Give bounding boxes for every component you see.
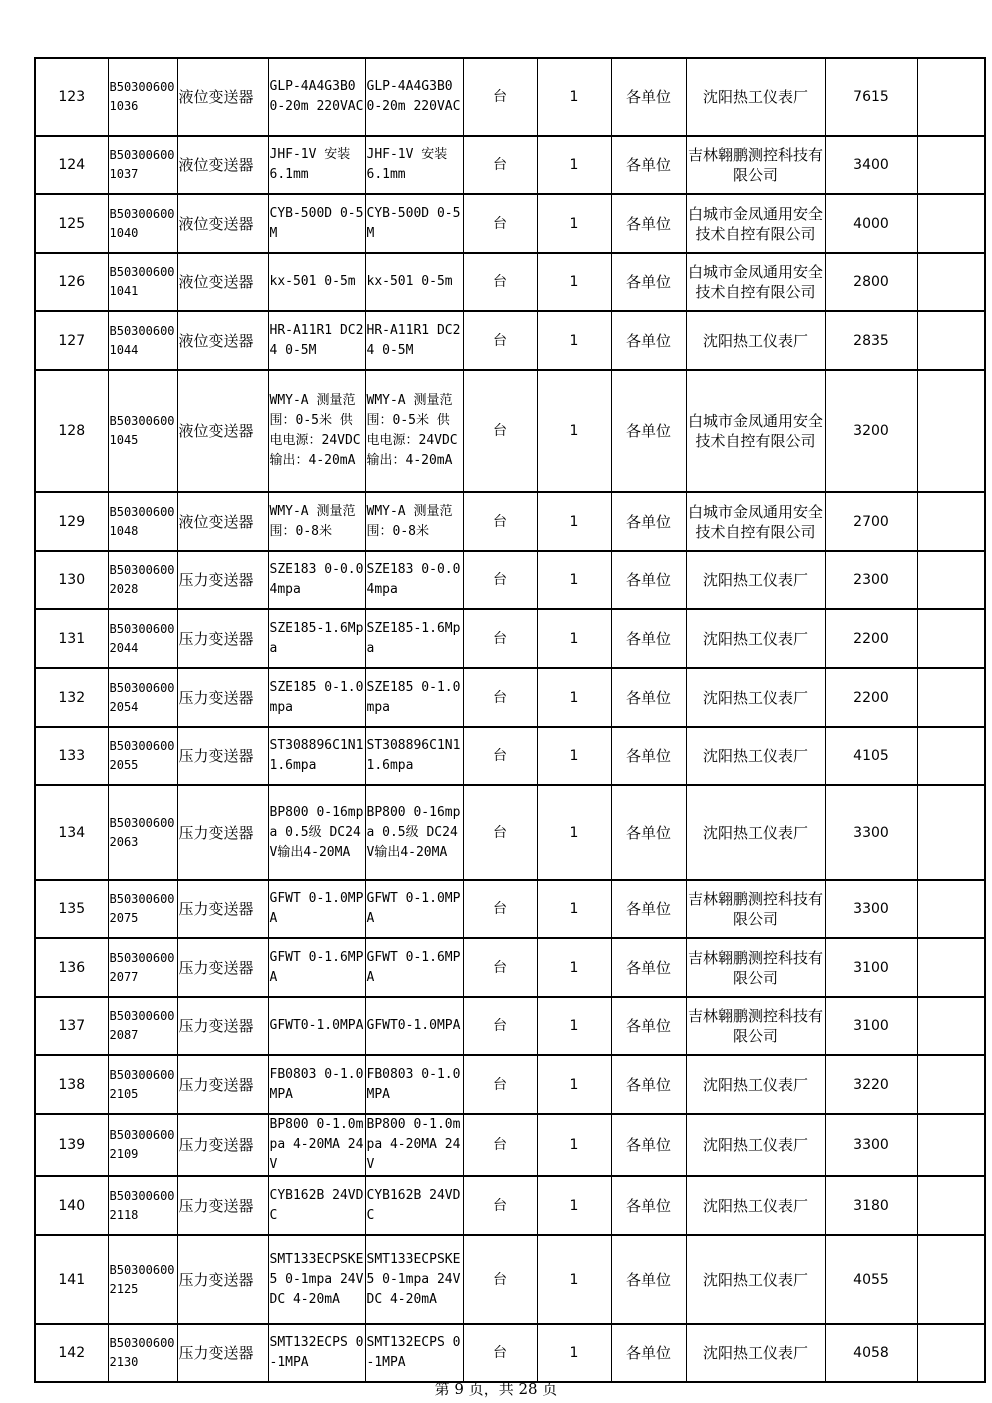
row-index: 133 <box>35 727 108 785</box>
item-model: GFWT0-1.0MPA <box>365 997 463 1055</box>
item-code: B503006001044 <box>108 311 177 370</box>
item-name: 液位变送器 <box>177 136 268 194</box>
table-row <box>35 1324 985 1382</box>
item-unit: 台 <box>463 253 537 311</box>
item-quantity: 1 <box>537 1324 611 1382</box>
item-spec: SZE185-1.6Mpa <box>268 609 365 668</box>
item-manufacturer: 沈阳热工仪表厂 <box>686 609 825 668</box>
item-spec: WMY-A 测量范围：0-5米 供电电源：24VDC 输出：4-20mA <box>268 370 365 492</box>
item-manufacturer: 白城市金凤通用安全技术自控有限公司 <box>686 194 825 253</box>
item-model: JHF-1V 安装6.1mm <box>365 136 463 194</box>
item-quantity: 1 <box>537 253 611 311</box>
item-manufacturer: 白城市金凤通用安全技术自控有限公司 <box>686 253 825 311</box>
table-row <box>35 668 985 727</box>
item-quantity: 1 <box>537 370 611 492</box>
item-department: 各单位 <box>611 668 686 727</box>
item-manufacturer: 沈阳热工仪表厂 <box>686 785 825 880</box>
item-name: 压力变送器 <box>177 1114 268 1176</box>
item-note <box>917 1114 985 1176</box>
row-index: 135 <box>35 880 108 938</box>
item-spec: GLP-4A4G3B0 0-20m 220VAC <box>268 58 365 136</box>
row-index: 137 <box>35 997 108 1055</box>
item-spec: FB0803 0-1.0MPA <box>268 1055 365 1114</box>
row-index: 132 <box>35 668 108 727</box>
item-spec: SMT132ECPS 0-1MPA <box>268 1324 365 1382</box>
item-code: B503006002055 <box>108 727 177 785</box>
item-price: 4055 <box>825 1235 917 1324</box>
item-department: 各单位 <box>611 1324 686 1382</box>
item-code: B503006001048 <box>108 492 177 551</box>
item-unit: 台 <box>463 311 537 370</box>
item-note <box>917 727 985 785</box>
item-name: 压力变送器 <box>177 938 268 997</box>
item-unit: 台 <box>463 1055 537 1114</box>
item-unit: 台 <box>463 58 537 136</box>
item-unit: 台 <box>463 938 537 997</box>
item-model: BP800 0-16mpa 0.5级 DC24V输出4-20MA <box>365 785 463 880</box>
row-index: 128 <box>35 370 108 492</box>
item-code: B503006001037 <box>108 136 177 194</box>
inventory-table <box>34 57 986 1383</box>
item-model: WMY-A 测量范围：0-8米 <box>365 492 463 551</box>
item-price: 3100 <box>825 997 917 1055</box>
item-price: 3400 <box>825 136 917 194</box>
row-index: 125 <box>35 194 108 253</box>
item-note <box>917 253 985 311</box>
row-index: 130 <box>35 551 108 609</box>
item-spec: HR-A11R1 DC24 0-5M <box>268 311 365 370</box>
item-model: BP800 0-1.0mpa 4-20MA 24V <box>365 1114 463 1176</box>
item-manufacturer: 白城市金凤通用安全技术自控有限公司 <box>686 370 825 492</box>
table-row <box>35 253 985 311</box>
item-price: 3300 <box>825 1114 917 1176</box>
row-index: 140 <box>35 1176 108 1235</box>
row-index: 139 <box>35 1114 108 1176</box>
item-quantity: 1 <box>537 880 611 938</box>
item-name: 压力变送器 <box>177 785 268 880</box>
item-unit: 台 <box>463 785 537 880</box>
table-row <box>35 997 985 1055</box>
item-unit: 台 <box>463 1235 537 1324</box>
item-note <box>917 880 985 938</box>
item-name: 压力变送器 <box>177 551 268 609</box>
item-quantity: 1 <box>537 194 611 253</box>
item-code: B503006001036 <box>108 58 177 136</box>
item-note <box>917 785 985 880</box>
item-name: 压力变送器 <box>177 727 268 785</box>
table-row <box>35 311 985 370</box>
table-row <box>35 58 985 136</box>
item-model: SMT132ECPS 0-1MPA <box>365 1324 463 1382</box>
item-note <box>917 58 985 136</box>
item-manufacturer: 沈阳热工仪表厂 <box>686 727 825 785</box>
item-code: B503006002077 <box>108 938 177 997</box>
item-code: B503006002105 <box>108 1055 177 1114</box>
table-row <box>35 1114 985 1176</box>
item-code: B503006001045 <box>108 370 177 492</box>
item-note <box>917 1055 985 1114</box>
item-note <box>917 1324 985 1382</box>
item-unit: 台 <box>463 880 537 938</box>
item-code: B503006002063 <box>108 785 177 880</box>
table-row <box>35 1235 985 1324</box>
item-code: B503006002125 <box>108 1235 177 1324</box>
item-quantity: 1 <box>537 1114 611 1176</box>
item-unit: 台 <box>463 727 537 785</box>
item-department: 各单位 <box>611 370 686 492</box>
item-code: B503006002118 <box>108 1176 177 1235</box>
item-department: 各单位 <box>611 880 686 938</box>
table-row <box>35 609 985 668</box>
item-price: 2835 <box>825 311 917 370</box>
item-manufacturer: 沈阳热工仪表厂 <box>686 311 825 370</box>
item-name: 液位变送器 <box>177 311 268 370</box>
item-code: B503006002044 <box>108 609 177 668</box>
item-model: GLP-4A4G3B0 0-20m 220VAC <box>365 58 463 136</box>
table-row <box>35 785 985 880</box>
item-name: 液位变送器 <box>177 58 268 136</box>
item-department: 各单位 <box>611 58 686 136</box>
item-code: B503006002075 <box>108 880 177 938</box>
item-quantity: 1 <box>537 1055 611 1114</box>
item-quantity: 1 <box>537 58 611 136</box>
item-department: 各单位 <box>611 492 686 551</box>
item-unit: 台 <box>463 609 537 668</box>
table-row <box>35 880 985 938</box>
item-department: 各单位 <box>611 1176 686 1235</box>
item-department: 各单位 <box>611 1055 686 1114</box>
item-note <box>917 609 985 668</box>
item-name: 压力变送器 <box>177 609 268 668</box>
item-manufacturer: 沈阳热工仪表厂 <box>686 551 825 609</box>
item-unit: 台 <box>463 997 537 1055</box>
item-quantity: 1 <box>537 727 611 785</box>
table-row <box>35 136 985 194</box>
item-note <box>917 668 985 727</box>
item-name: 压力变送器 <box>177 1235 268 1324</box>
item-model: SZE185-1.6Mpa <box>365 609 463 668</box>
item-spec: BP800 0-1.0mpa 4-20MA 24V <box>268 1114 365 1176</box>
item-quantity: 1 <box>537 1235 611 1324</box>
row-index: 131 <box>35 609 108 668</box>
item-quantity: 1 <box>537 785 611 880</box>
item-model: FB0803 0-1.0MPA <box>365 1055 463 1114</box>
item-model: SZE183 0-0.04mpa <box>365 551 463 609</box>
item-price: 2200 <box>825 609 917 668</box>
item-code: B503006002087 <box>108 997 177 1055</box>
item-spec: CYB-500D 0-5M <box>268 194 365 253</box>
item-manufacturer: 吉林翱鹏测控科技有限公司 <box>686 997 825 1055</box>
item-unit: 台 <box>463 668 537 727</box>
item-price: 3300 <box>825 785 917 880</box>
item-unit: 台 <box>463 492 537 551</box>
table-row <box>35 551 985 609</box>
item-spec: SZE183 0-0.04mpa <box>268 551 365 609</box>
item-manufacturer: 沈阳热工仪表厂 <box>686 1235 825 1324</box>
item-quantity: 1 <box>537 551 611 609</box>
row-index: 127 <box>35 311 108 370</box>
item-model: HR-A11R1 DC24 0-5M <box>365 311 463 370</box>
item-name: 液位变送器 <box>177 194 268 253</box>
item-department: 各单位 <box>611 785 686 880</box>
item-note <box>917 1235 985 1324</box>
item-note <box>917 1176 985 1235</box>
item-spec: ST308896C1N1 1.6mpa <box>268 727 365 785</box>
item-price: 3180 <box>825 1176 917 1235</box>
item-manufacturer: 白城市金凤通用安全技术自控有限公司 <box>686 492 825 551</box>
item-unit: 台 <box>463 551 537 609</box>
item-unit: 台 <box>463 194 537 253</box>
item-note <box>917 997 985 1055</box>
item-price: 3300 <box>825 880 917 938</box>
table-row <box>35 1055 985 1114</box>
row-index: 123 <box>35 58 108 136</box>
item-price: 7615 <box>825 58 917 136</box>
page-footer: 第 9 页，共 28 页 <box>434 1380 558 1398</box>
item-note <box>917 370 985 492</box>
item-code: B503006001040 <box>108 194 177 253</box>
row-index: 138 <box>35 1055 108 1114</box>
item-note <box>917 938 985 997</box>
item-name: 压力变送器 <box>177 1176 268 1235</box>
row-index: 129 <box>35 492 108 551</box>
item-name: 压力变送器 <box>177 1324 268 1382</box>
item-model: CYB-500D 0-5M <box>365 194 463 253</box>
item-price: 4000 <box>825 194 917 253</box>
item-manufacturer: 吉林翱鹏测控科技有限公司 <box>686 880 825 938</box>
item-price: 4105 <box>825 727 917 785</box>
item-manufacturer: 沈阳热工仪表厂 <box>686 1324 825 1382</box>
item-name: 液位变送器 <box>177 370 268 492</box>
table-row <box>35 727 985 785</box>
table-row <box>35 370 985 492</box>
item-quantity: 1 <box>537 492 611 551</box>
item-code: B503006002130 <box>108 1324 177 1382</box>
item-department: 各单位 <box>611 938 686 997</box>
item-spec: BP800 0-16mpa 0.5级 DC24V输出4-20MA <box>268 785 365 880</box>
item-model: SMT133ECPSKE5 0-1mpa 24VDC 4-20mA <box>365 1235 463 1324</box>
item-note <box>917 136 985 194</box>
table-row <box>35 938 985 997</box>
item-model: kx-501 0-5m <box>365 253 463 311</box>
item-department: 各单位 <box>611 253 686 311</box>
item-price: 2300 <box>825 551 917 609</box>
item-code: B503006002109 <box>108 1114 177 1176</box>
item-quantity: 1 <box>537 609 611 668</box>
item-note <box>917 492 985 551</box>
item-name: 压力变送器 <box>177 997 268 1055</box>
item-note <box>917 311 985 370</box>
item-spec: GFWT 0-1.6MPA <box>268 938 365 997</box>
table-row <box>35 194 985 253</box>
item-unit: 台 <box>463 370 537 492</box>
item-model: GFWT 0-1.6MPA <box>365 938 463 997</box>
row-index: 142 <box>35 1324 108 1382</box>
item-department: 各单位 <box>611 727 686 785</box>
item-name: 压力变送器 <box>177 1055 268 1114</box>
item-quantity: 1 <box>537 136 611 194</box>
item-department: 各单位 <box>611 1235 686 1324</box>
item-spec: kx-501 0-5m <box>268 253 365 311</box>
item-price: 3220 <box>825 1055 917 1114</box>
item-code: B503006002054 <box>108 668 177 727</box>
item-quantity: 1 <box>537 311 611 370</box>
item-manufacturer: 沈阳热工仪表厂 <box>686 1055 825 1114</box>
item-model: CYB162B 24VDC <box>365 1176 463 1235</box>
item-model: WMY-A 测量范围：0-5米 供电电源：24VDC 输出：4-20mA <box>365 370 463 492</box>
item-spec: WMY-A 测量范围：0-8米 <box>268 492 365 551</box>
item-unit: 台 <box>463 136 537 194</box>
item-model: SZE185 0-1.0mpa <box>365 668 463 727</box>
item-note <box>917 551 985 609</box>
item-price: 2200 <box>825 668 917 727</box>
item-manufacturer: 吉林翱鹏测控科技有限公司 <box>686 136 825 194</box>
item-department: 各单位 <box>611 311 686 370</box>
item-name: 压力变送器 <box>177 880 268 938</box>
item-model: GFWT 0-1.0MPA <box>365 880 463 938</box>
item-spec: JHF-1V 安装6.1mm <box>268 136 365 194</box>
item-manufacturer: 沈阳热工仪表厂 <box>686 668 825 727</box>
row-index: 126 <box>35 253 108 311</box>
item-manufacturer: 吉林翱鹏测控科技有限公司 <box>686 938 825 997</box>
item-price: 4058 <box>825 1324 917 1382</box>
item-department: 各单位 <box>611 997 686 1055</box>
item-department: 各单位 <box>611 551 686 609</box>
item-name: 液位变送器 <box>177 253 268 311</box>
row-index: 141 <box>35 1235 108 1324</box>
table-row <box>35 492 985 551</box>
item-name: 压力变送器 <box>177 668 268 727</box>
row-index: 124 <box>35 136 108 194</box>
item-unit: 台 <box>463 1324 537 1382</box>
item-price: 2800 <box>825 253 917 311</box>
item-price: 2700 <box>825 492 917 551</box>
item-quantity: 1 <box>537 938 611 997</box>
item-quantity: 1 <box>537 668 611 727</box>
table-row <box>35 1176 985 1235</box>
item-code: B503006002028 <box>108 551 177 609</box>
item-price: 3100 <box>825 938 917 997</box>
item-code: B503006001041 <box>108 253 177 311</box>
item-unit: 台 <box>463 1114 537 1176</box>
item-department: 各单位 <box>611 136 686 194</box>
item-department: 各单位 <box>611 1114 686 1176</box>
item-unit: 台 <box>463 1176 537 1235</box>
item-quantity: 1 <box>537 1176 611 1235</box>
item-spec: SMT133ECPSKE5 0-1mpa 24VDC 4-20mA <box>268 1235 365 1324</box>
item-price: 3200 <box>825 370 917 492</box>
row-index: 136 <box>35 938 108 997</box>
item-manufacturer: 沈阳热工仪表厂 <box>686 1114 825 1176</box>
row-index: 134 <box>35 785 108 880</box>
item-spec: SZE185 0-1.0mpa <box>268 668 365 727</box>
item-department: 各单位 <box>611 609 686 668</box>
item-department: 各单位 <box>611 194 686 253</box>
item-note <box>917 194 985 253</box>
item-spec: GFWT0-1.0MPA <box>268 997 365 1055</box>
item-name: 液位变送器 <box>177 492 268 551</box>
item-model: ST308896C1N1 1.6mpa <box>365 727 463 785</box>
item-quantity: 1 <box>537 997 611 1055</box>
item-spec: GFWT 0-1.0MPA <box>268 880 365 938</box>
item-manufacturer: 沈阳热工仪表厂 <box>686 1176 825 1235</box>
item-spec: CYB162B 24VDC <box>268 1176 365 1235</box>
item-manufacturer: 沈阳热工仪表厂 <box>686 58 825 136</box>
